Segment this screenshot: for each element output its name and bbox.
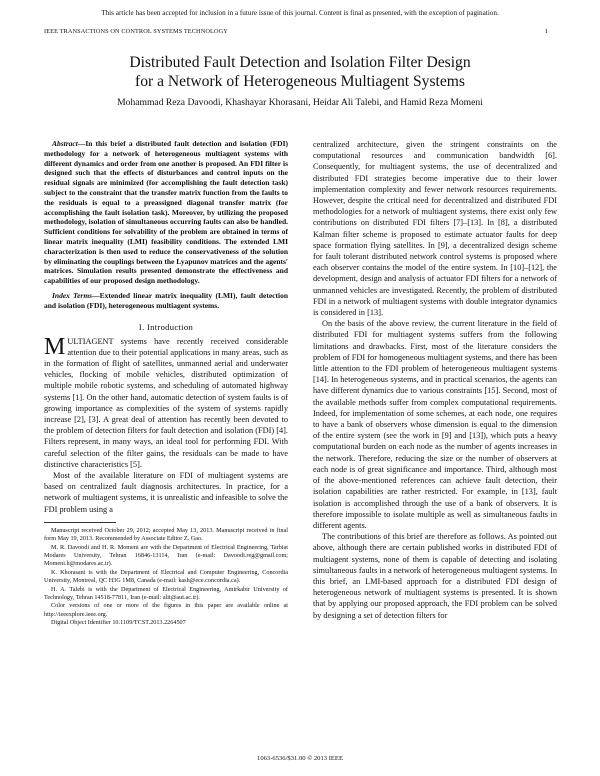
section-heading-introduction: I. Introduction <box>138 321 194 332</box>
footnote-affiliation-davoodi-momeni: M. R. Davoodi and H. R. Momeni are with the Department of Electrical Engineering, Tarbiat Modares University, Tehran 16846-13114, Iran (e-mail: Davoodi.reg@gmail.com; Momeni.h@modares.ac.ir). <box>44 543 288 568</box>
title-line-1: Distributed Fault Detection and Isolation Filter Design <box>129 54 471 71</box>
footnote-color-versions: Color versions of one or more of the figures in this paper are available online at http://ieeexplore.ieee.org. <box>44 602 288 618</box>
intro-paragraph-1 <box>44 333 288 470</box>
paper-title <box>0 53 600 91</box>
right-paragraph-1: centralized architecture, given the stringent constraints on the computational resources and communication bandwidth [6]. Consequently, for multiagent systems, the use of decentralized and distributed FDI strategies become imperative due to their lower implementation complexity and fewer network resources requirements. However, despite the critical need for decentralized and distributed FDI methodologies for a network of multiagent systems, there exist only few contributions on distributed FDI filters [7]–[13]. In [8], a distributed Kalman filter scheme is proposed to estimate actuator faults for deep space formation flying satellites. In [9], a decentralized design scheme for fault tolerant distributed network control systems is proposed where each observer contains the model of the entire system. In [10]–[12], the development, design and analysis of actuator FDI filters for a network of unmanned vehicles are investigated. Recently, the problem of distributed FDI in a network of multiagent systems with double integrator dynamics is considered in [13]. <box>313 140 557 318</box>
right-paragraph-3: The contributions of this brief are therefore as follows. As pointed out above, although there are certain published works in distributed FDI of multiagent systems, none of them is capable of detecting and isolating simultaneous faults in a network of heterogeneous multiagent systems. In this brief, an LMI-based approach for a distributed FDI design of heterogeneous network of multiagent systems is presented. It is shown that by applying our proposed approach, the FDI problem can be solved by designing a set of detection filters for <box>313 532 557 620</box>
abstract-text: —In this brief a distributed fault detection and isolation (FDI) methodology for a network of heterogeneous multiagent systems with different dynamics and order from one another is proposed. An FDI filter is designed such that the effects of disturbances and control inputs on the residual signals are minimized (for accomplishing the fault detection task) subject to the constraint that the transfer matrix function from the faults to the residuals is equal to a preassigned diagonal transfer matrix (for accomplishing the fault isolation task). Moreover, by utilizing the proposed methodology, isolation of simultaneous occurring faults can also be handled. Sufficient conditions for solvability of the problem are obtained in terms of linear matrix inequality (LMI) feasibility conditions. The extended LMI characterization is then used to reduce the conservativeness of the solution by eliminating the couplings between the Lyapunov matrices and the agents' matrices. Simulation results presented demonstrate the effectiveness and capabilities of our proposed design methodology. <box>44 139 288 286</box>
page-number: 1 <box>544 28 548 35</box>
right-column <box>313 139 557 621</box>
index-terms <box>44 291 288 311</box>
acceptance-notice: This article has been accepted for inclusion in a future issue of this journal. Content is final as presented, with the exception of pagination. <box>101 9 499 17</box>
journal-name: IEEE TRANSACTIONS ON CONTROL SYSTEMS TECHNOLOGY <box>44 28 228 35</box>
footnote-doi: Digital Object Identifier 10.1109/TCST.2013.2264507 <box>51 619 186 627</box>
footnote-divider <box>44 522 116 523</box>
index-terms-text: —Extended linear matrix inequality (LMI), fault detection and isolation (FDI), heterogeneous multiagent systems. <box>44 290 289 310</box>
right-paragraph-2: On the basis of the above review, the current literature in the field of distributed FDI for multiagent systems suffers from the following limitations and drawbacks. First, most of the literature considers the problem of FDI for homogeneous multiagent systems, and there has been little attention to the FDI problem of heterogeneous multiagent systems [14]. In heterogeneous systems, and in practical scenarios, the agents can have different dynamics due to various constraints [15]. Second, most of the available methods suffer from complex computational requirements. Indeed, for implementation of some schemes, at each node, one requires to have a bank of observers whose dimension is equal to the dimension of the entire system (see the work in [9] and [13]), which puts a heavy computational burden on each node as the number of agents increases in the network. Therefore, reducing the size or the number of observers at each node is of great significance and importance. Third, although most of the above-mentioned references can achieve fault detection, their isolation capabilities are rather restricted. For example, in [13], fault isolation is accomplished through the use of a bank of observers. It is therefore impossible to isolate multiple as well as simultaneous faults in different agents. <box>313 319 557 530</box>
left-column <box>44 139 288 628</box>
abstract-lead: Abstract <box>52 139 78 148</box>
copyright-line: 1063-6536/$31.00 © 2013 IEEE <box>257 755 343 762</box>
drop-cap: M <box>44 333 66 360</box>
footnote-affiliation-khorasani: K. Khorasani is with the Department of Electrical and Computer Engineering, Concordia University, Montreal, QC H3G 1M8, Canada (e-mail: kash@ece.concordia.ca). <box>44 568 288 585</box>
abstract <box>44 139 288 286</box>
author-list: Mohammad Reza Davoodi, Khashayar Khorasani, Heidar Ali Talebi, and Hamid Reza Momeni <box>117 97 483 108</box>
footnote-manuscript: Manuscript received October 29, 2012; accepted May 13, 2013. Manuscript received in final form May 19, 2013. Recommended by Associate Editor Z. Gao. <box>44 526 288 543</box>
intro-paragraph-1-text: ULTIAGENT systems have recently received considerable attention due to their potential applications in many areas, such as in the formation of flight of satellites, unmanned aerial and underwater vehicles, flocking of mobile vehicles, distributed optimization of multiple mobile robotic systems, and scheduling of automated highway systems [1]. On the other hand, automatic detection of system faults is of growing importance as complexities of the system of systems rapidly increase [2], [3]. A great deal of attention has recently been devoted to the problem of detection filters for fault detection and isolation (FDI) [4]. Filters represent, in many ways, an ideal tool for performing FDI. With careful selection of the filter gains, the residuals can be made to have distinctive characteristics [5]. <box>44 336 288 469</box>
title-line-2: for a Network of Heterogeneous Multiagent Systems <box>135 73 465 90</box>
footnote-affiliation-talebi: H. A. Talebi is with the Department of Electrical Engineering, Amirkabir University of Technology, Tehran 14518-77811, Iran (e-mail: alit@aut.ac.ir). <box>44 585 288 602</box>
intro-paragraph-2: Most of the available literature on FDI of multiagent systems are based on centralized fault diagnosis architectures. In practice, for a network of multiagent systems, it is unrealistic and infeasible to solve the FDI problem using a <box>44 470 288 514</box>
index-terms-lead: Index Terms <box>52 290 93 300</box>
